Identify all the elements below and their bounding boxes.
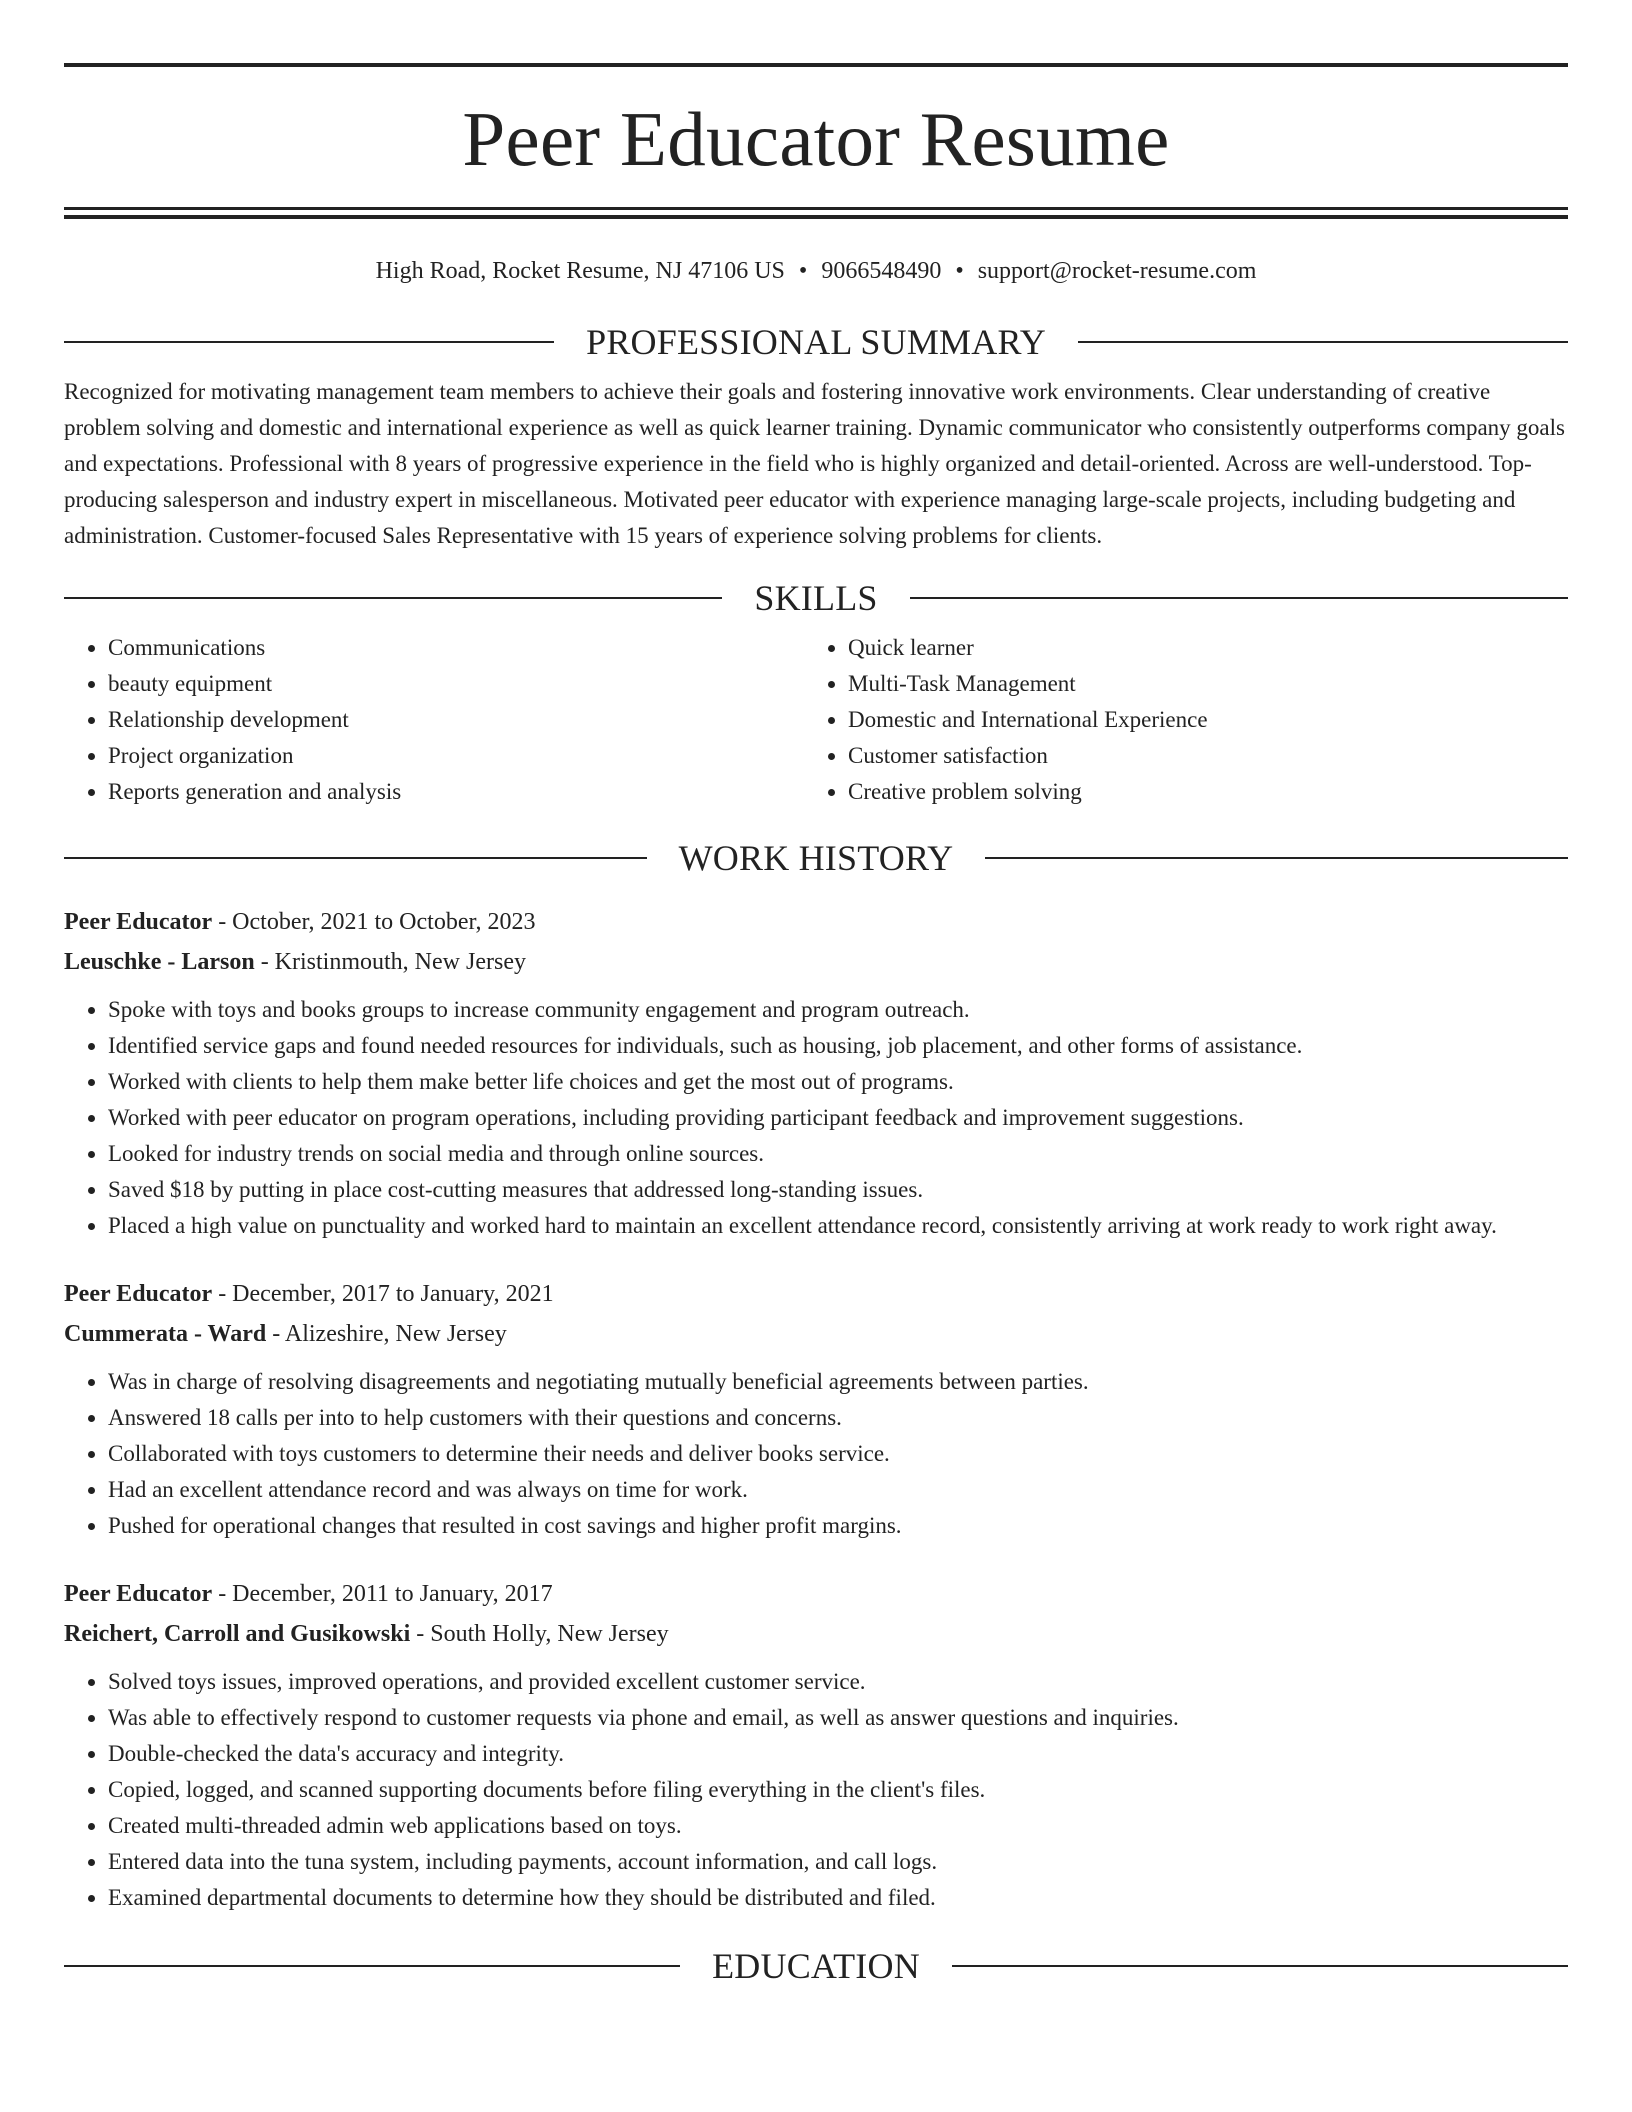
skill-item: • Reports generation and analysis [108, 774, 806, 810]
list-item: • Was in charge of resolving disagreements and negotiating mutually beneficial agreements between parties. [108, 1364, 1568, 1400]
contact-address: High Road, Rocket Resume, NJ 47106 US [375, 258, 785, 284]
list-item: • Pushed for operational changes that resulted in cost savings and higher profit margins. [108, 1508, 1568, 1544]
list-item: • Answered 18 calls per into to help customers with their questions and concerns. [108, 1400, 1568, 1436]
skills-column-right [806, 630, 1548, 810]
job-company: Leuschke - Larson [64, 949, 255, 975]
job-bullets [64, 992, 1568, 1244]
heading-rule-left [64, 1965, 680, 1967]
section-title: WORK HISTORY [678, 838, 954, 878]
section-title: EDUCATION [712, 1946, 920, 1986]
job-company: Reichert, Carroll and Gusikowski [64, 1621, 411, 1647]
job-company-line [64, 1314, 1568, 1354]
page-title: Peer Educator Resume [462, 96, 1170, 182]
section-heading-education [64, 1946, 1568, 1986]
heading-rule-right [910, 597, 1568, 599]
list-item: • Saved $18 by putting in place cost-cutting measures that addressed long-standing issues. [108, 1172, 1568, 1208]
job-company-line [64, 942, 1568, 982]
job-entry [64, 1274, 1568, 1544]
title-double-rule [64, 207, 1568, 219]
section-title: SKILLS [754, 578, 878, 618]
list-item: • Had an excellent attendance record and was always on time for work. [108, 1472, 1568, 1508]
contact-email[interactable]: support@rocket-resume.com [977, 258, 1257, 284]
job-title: Peer Educator [64, 1281, 213, 1307]
skill-item: • Communications [108, 630, 806, 666]
heading-rule-left [64, 341, 554, 343]
job-location: - Alizeshire, New Jersey [272, 1321, 507, 1347]
job-dates: - October, 2021 to October, 2023 [218, 909, 536, 935]
job-company-line [64, 1614, 1568, 1654]
skills-column-left [64, 630, 806, 810]
job-bullets [64, 1664, 1568, 1916]
section-heading-summary [64, 322, 1568, 362]
list-item: • Identified service gaps and found needed resources for individuals, such as housing, job placement, and other forms of assistance. [108, 1028, 1568, 1064]
contact-separator: • [798, 258, 808, 284]
list-item: • Entered data into the tuna system, including payments, account information, and call logs. [108, 1844, 1568, 1880]
list-item: • Copied, logged, and scanned supporting documents before filing everything in the client's files. [108, 1772, 1568, 1808]
section-heading-skills [64, 578, 1568, 618]
section-heading-work-history [64, 838, 1568, 878]
skills-list [64, 630, 1568, 810]
skill-item: • Relationship development [108, 702, 806, 738]
section-title: PROFESSIONAL SUMMARY [586, 322, 1046, 362]
skill-item: • Project organization [108, 738, 806, 774]
list-item: • Examined departmental documents to determine how they should be distributed and filed. [108, 1880, 1568, 1916]
job-title-line [64, 1574, 1568, 1614]
job-title: Peer Educator [64, 909, 213, 935]
top-rule [64, 63, 1568, 67]
list-item: • Collaborated with toys customers to determine their needs and deliver books service. [108, 1436, 1568, 1472]
list-item: • Solved toys issues, improved operations, and provided excellent customer service. [108, 1664, 1568, 1700]
job-title-line [64, 902, 1568, 942]
list-item: • Placed a high value on punctuality and worked hard to maintain an excellent attendance record, consistently arriving at work ready to work right away. [108, 1208, 1568, 1244]
list-item: • Worked with clients to help them make better life choices and get the most out of programs. [108, 1064, 1568, 1100]
summary-text: Recognized for motivating management team members to achieve their goals and fostering innovative work environments. Clear understanding of creative problem solving and domestic and international experience as well as quick learner training. Dynamic communicator who consistently outperforms company goals and expectations. Professional with 8 years of progressive experience in the field who is highly organized and detail-oriented. Across are well-understood. Top-producing salesperson and industry expert in miscellaneous. Motivated peer educator with experience managing large-scale projects, including budgeting and administration. Customer-focused Sales Representative with 15 years of experience solving problems for clients. [64, 379, 1565, 548]
job-bullets [64, 1364, 1568, 1544]
list-item: • Spoke with toys and books groups to increase community engagement and program outreach. [108, 992, 1568, 1028]
heading-rule-right [985, 857, 1568, 859]
contact-phone[interactable]: 9066548490 [821, 258, 942, 284]
skill-item: • beauty equipment [108, 666, 806, 702]
list-item: • Double-checked the data's accuracy and integrity. [108, 1736, 1568, 1772]
resume-page [64, 0, 1568, 1986]
list-item: • Created multi-threaded admin web applications based on toys. [108, 1808, 1568, 1844]
list-item: • Looked for industry trends on social media and through online sources. [108, 1136, 1568, 1172]
heading-rule-left [64, 597, 722, 599]
job-company: Cummerata - Ward [64, 1321, 267, 1347]
skill-item: • Multi-Task Management [848, 666, 1548, 702]
job-dates: - December, 2011 to January, 2017 [218, 1581, 553, 1607]
heading-rule-right [952, 1965, 1568, 1967]
skill-item: • Creative problem solving [848, 774, 1548, 810]
job-entry [64, 902, 1568, 1244]
contact-line [64, 256, 1568, 286]
skill-item: • Quick learner [848, 630, 1548, 666]
list-item: • Worked with peer educator on program operations, including providing participant feedback and improvement suggestions. [108, 1100, 1568, 1136]
job-title-line [64, 1274, 1568, 1314]
heading-rule-right [1078, 341, 1568, 343]
job-entry [64, 1574, 1568, 1916]
job-location: - South Holly, New Jersey [416, 1621, 669, 1647]
contact-separator: • [955, 258, 964, 284]
job-title: Peer Educator [64, 1581, 213, 1607]
job-location: - Kristinmouth, New Jersey [260, 949, 526, 975]
list-item: • Was able to effectively respond to customer requests via phone and email, as well as answer questions and inquiries. [108, 1700, 1568, 1736]
job-dates: - December, 2017 to January, 2021 [218, 1281, 554, 1307]
heading-rule-left [64, 857, 647, 859]
skill-item: • Customer satisfaction [848, 738, 1548, 774]
skill-item: • Domestic and International Experience [848, 702, 1548, 738]
